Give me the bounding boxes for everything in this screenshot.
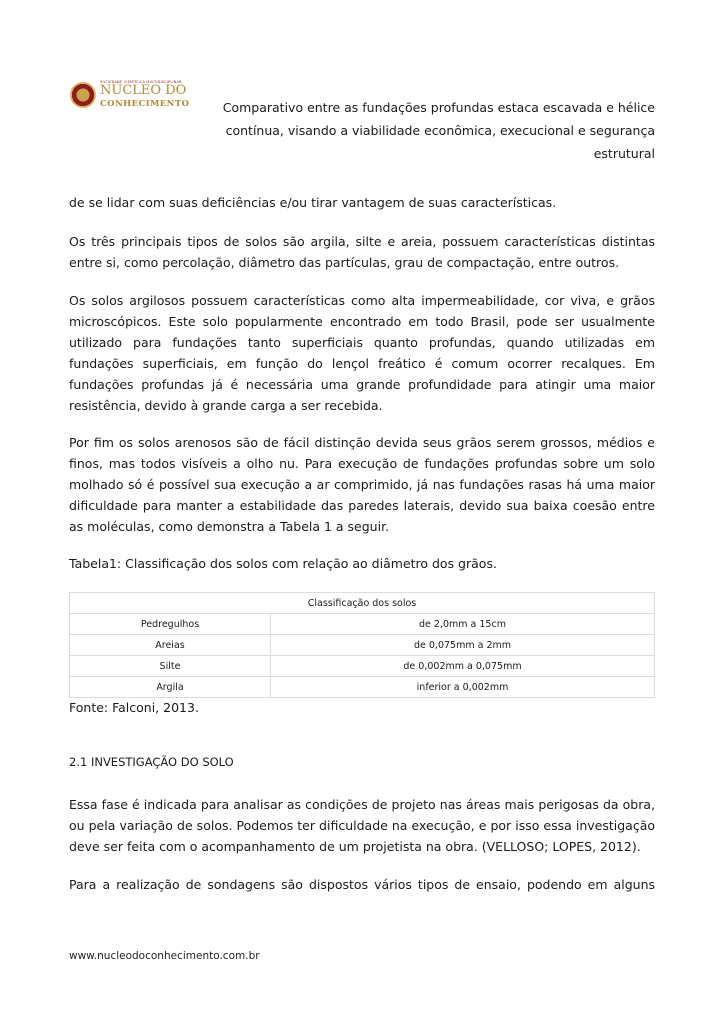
table-row — [70, 635, 655, 656]
soil-classification-table — [69, 592, 655, 698]
table-row — [70, 677, 655, 698]
paragraph-4: Por fim os solos arenosos são de fácil distinção devida seus grãos serem grossos, médios e finos, mas todos visíveis a olho nu. Para execução de fundações profundas sobre um solo molhado só é possível sua execução a ar comprimido, já nas fundações rasas há uma maior dificuldade para manter a estabilidade das paredes laterais, devido sua baixa coesão entre as moléculas, como demonstra a Tabela 1 a seguir. — [69, 435, 655, 534]
table-row — [70, 656, 655, 677]
paragraph-2: Os três principais tipos de solos são argila, silte e areia, possuem características distintas entre si, como percolação, diâmetro das partículas, grau de compactação, entre outros. — [69, 234, 655, 270]
soil-type-cell: Areias — [70, 635, 271, 656]
logo-small-text: SOCIEDADE CIENTÍFICA MULTIDISCIPLINAR — [100, 80, 182, 84]
table-row — [70, 614, 655, 635]
soil-type-cell: Pedregulhos — [70, 614, 271, 635]
grain-range-cell: inferior a 0,002mm — [271, 677, 655, 698]
article-title-line3: estrutural — [593, 146, 655, 161]
footer-url: www.nucleodoconhecimento.com.br — [69, 950, 260, 962]
paragraph-3: Os solos argilosos possuem características como alta impermeabilidade, cor viva, e grãos microscópicos. Este solo popularmente encontrado em todo Brasil, pode ser usualmente utilizado para fundações tanto superficiais quanto profundas, quando utilizadas em fundações superficiais, em função do lençol freático é comum ocorrer recalques. Em fundações profundas já é necessária uma grande profundidade para atingir uma maior resistência, devido à grande carga a ser recebida. — [69, 293, 655, 413]
article-title-line2: contínua, visando a viabilidade econômica, execucional e segurança — [225, 123, 655, 138]
section-heading: 2.1 INVESTIGAÇÃO DO SOLO — [69, 755, 234, 769]
soil-type-cell: Argila — [70, 677, 271, 698]
section-paragraph-2: Para a realização de sondagens são dispostos vários tipos de ensaio, podendo em alguns — [69, 877, 655, 892]
nucleo-do-conhecimento-logo — [70, 80, 200, 114]
paragraph-1: de se lidar com suas deficiências e/ou tirar vantagem de suas características. — [69, 195, 557, 210]
article-title — [215, 96, 655, 165]
soil-type-cell: Silte — [70, 656, 271, 677]
table-header: Classificação dos solos — [70, 593, 655, 614]
seal-icon — [70, 82, 96, 108]
grain-range-cell: de 0,075mm a 2mm — [271, 635, 655, 656]
grain-range-cell: de 0,002mm a 0,075mm — [271, 656, 655, 677]
table-caption: Tabela1: Classificação dos solos com relação ao diâmetro dos grãos. — [69, 556, 497, 571]
section-paragraph-1: Essa fase é indicada para analisar as condições de projeto nas áreas mais perigosas da obra, ou pela variação de solos. Podemos ter dificuldade na execução, e por isso essa investigação deve ser feita com o acompanhamento de um projetista na obra. (VELLOSO; LOPES, 2012). — [69, 797, 655, 854]
logo-brand-line2: CONHECIMENTO — [100, 99, 190, 109]
grain-range-cell: de 2,0mm a 15cm — [271, 614, 655, 635]
logo-brand-line1: NÚCLEO DO — [100, 83, 187, 98]
table-source: Fonte: Falconi, 2013. — [69, 700, 199, 715]
article-title-line1: Comparativo entre as fundações profundas estaca escavada e hélice — [222, 100, 655, 115]
